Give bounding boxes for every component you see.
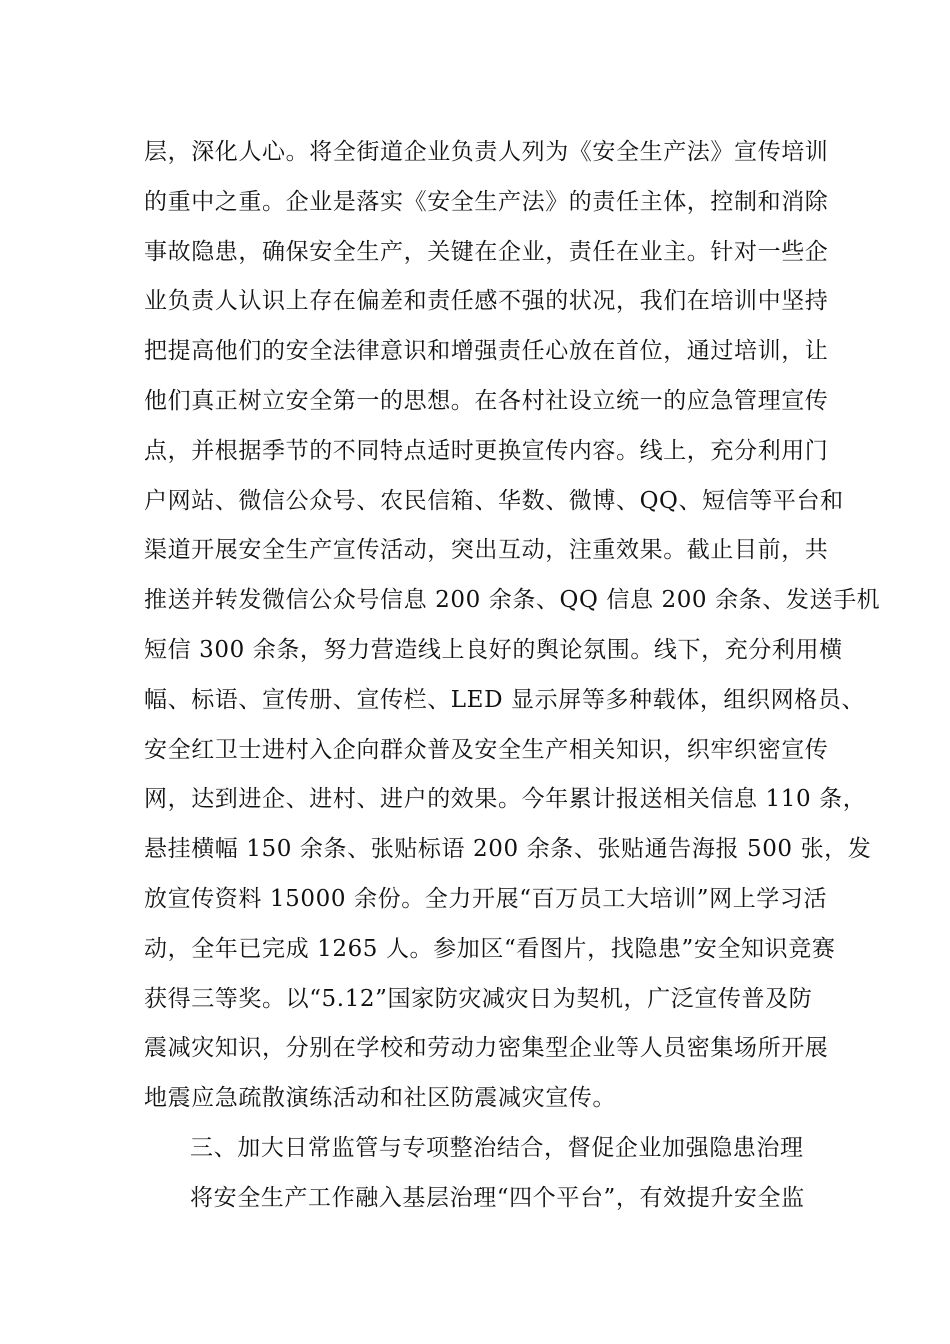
paragraph-line: 事故隐患，确保安全生产，关键在企业，责任在业主。针对一些企 — [144, 238, 829, 265]
document-body — [144, 128, 881, 1224]
paragraph-line: 地震应急疏散演练活动和社区防震减灾宣传。 — [144, 1085, 616, 1112]
paragraph-line: 震减灾知识，分别在学校和劳动力密集型企业等人员密集场所开展 — [144, 1035, 829, 1062]
paragraph-line: 动，全年已完成 1265 人。参加区“看图片，找隐患”安全知识竞赛 — [144, 935, 836, 962]
paragraph-line: 安全红卫士进村入企向群众普及安全生产相关知识，织牢织密宣传 — [144, 736, 829, 763]
paragraph-line: 网，达到进企、进村、进户的效果。今年累计报送相关信息 110 条， — [144, 786, 867, 813]
paragraph-first-line: 将安全生产工作融入基层治理“四个平台”，有效提升安全监 — [190, 1184, 805, 1211]
paragraph-line: 他们真正树立安全第一的思想。在各村社设立统一的应急管理宣传 — [144, 387, 829, 414]
paragraph-line: 点，并根据季节的不同特点适时更换宣传内容。线上，充分利用门 — [144, 437, 829, 464]
paragraph-line: 户网站、微信公众号、农民信箱、华数、微博、QQ、短信等平台和 — [144, 487, 844, 514]
paragraph-line: 短信 300 余条，努力营造线上良好的舆论氛围。线下，充分利用横 — [144, 636, 843, 663]
paragraph-line: 的重中之重。企业是落实《安全生产法》的责任主体，控制和消除 — [144, 188, 829, 215]
paragraph-line: 业负责人认识上存在偏差和责任感不强的状况，我们在培训中坚持 — [144, 288, 829, 315]
paragraph-line: 渠道开展安全生产宣传活动，突出互动，注重效果。截止目前，共 — [144, 537, 829, 564]
paragraph-line: 把提高他们的安全法律意识和增强责任心放在首位，通过培训，让 — [144, 338, 829, 365]
paragraph-line: 层，深化人心。将全街道企业负责人列为《安全生产法》宣传培训 — [144, 139, 829, 165]
paragraph-line: 推送并转发微信公众号信息 200 余条、QQ 信息 200 余条、发送手机 — [144, 587, 881, 614]
paragraph-line: 悬挂横幅 150 余条、张贴标语 200 余条、张贴通告海报 500 张，发 — [144, 836, 872, 863]
paragraph-line: 幅、标语、宣传册、宣传栏、LED 显示屏等多种载体，组织网格员、 — [144, 686, 866, 713]
paragraph-line: 放宣传资料 15000 余份。全力开展“百万员工大培训”网上学习活 — [144, 885, 828, 912]
section-heading: 三、加大日常监管与专项整治结合，督促企业加强隐患治理 — [190, 1134, 804, 1161]
paragraph-line: 获得三等奖。以“5.12”国家防灾减灾日为契机，广泛宣传普及防 — [144, 985, 813, 1012]
